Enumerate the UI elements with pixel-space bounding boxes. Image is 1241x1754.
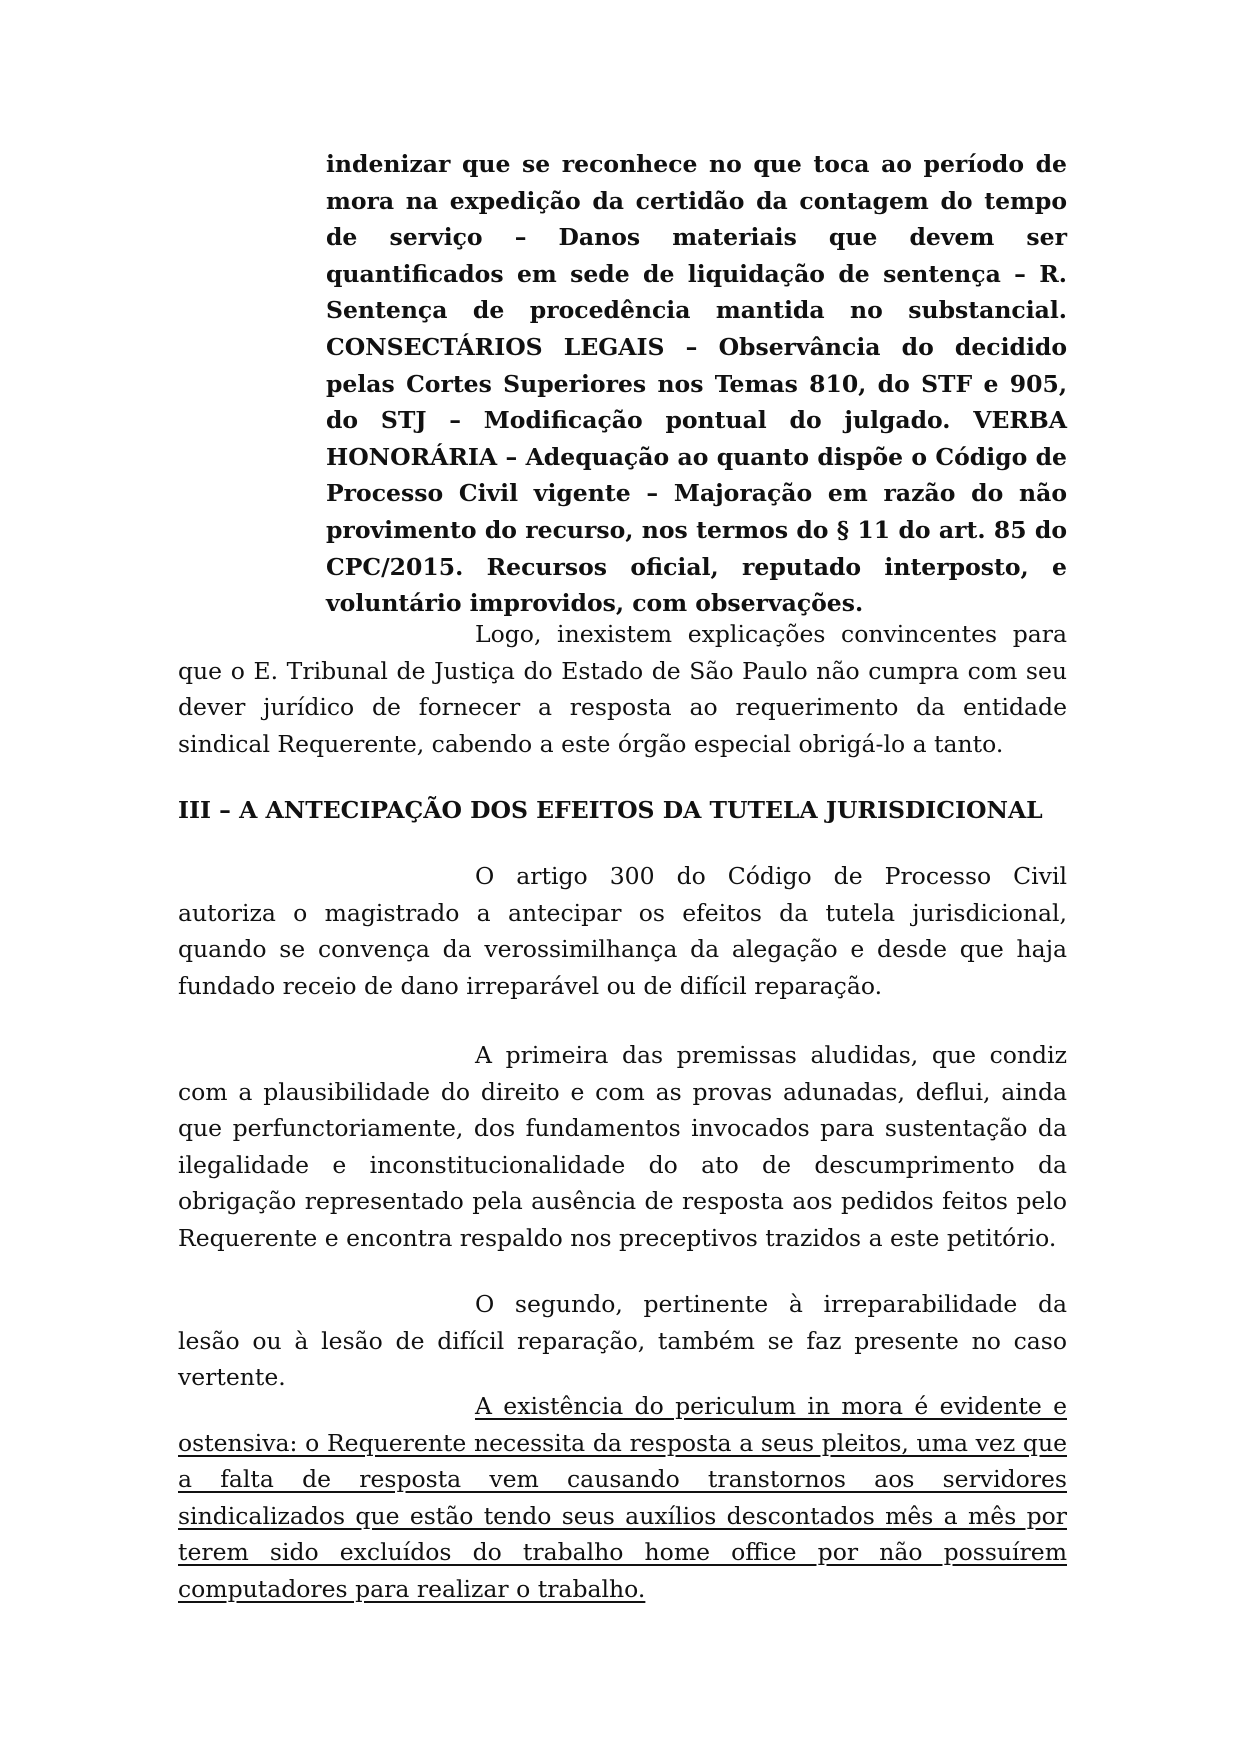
underlined-text: A existência do periculum in mora é evidente e ostensiva: o Requerente necessita da resposta a seus pleitos, uma vez que a falta de resposta vem causando transtornos aos servidores sindicalizados que estão tendo seus auxílios descontados mês a mês por terem sido excluídos do trabalho home office por não possuírem computadores para realizar o trabalho. (178, 1392, 1067, 1603)
paragraph-conclusion: Logo, inexistem explicações convincentes para que o E. Tribunal de Justiça do Estado de São Paulo não cumpra com seu dever jurídico de fornecer a resposta ao requerimento da entidade sindical Requerente, cabendo a este órgão especial obrigá-lo a tanto. (178, 620, 1067, 758)
paragraph-first-premise: A primeira das premissas aludidas, que condiz com a plausibilidade do direito e com as provas adunadas, deflui, ainda que perfunctoriamente, dos fundamentos invocados para sustentação da ilegalidade e inconstitucionalidade do ato de descumprimento da obrigação representado pela ausência de resposta aos pedidos feitos pelo Requerente e encontra respaldo nos preceptivos trazidos a este petitório. (178, 1041, 1067, 1252)
section-heading: III – A ANTECIPAÇÃO DOS EFEITOS DA TUTELA JURISDICIONAL (178, 796, 1043, 824)
paragraph-article-300: O artigo 300 do Código de Processo Civil autoriza o magistrado a antecipar os efeitos da tutela jurisdicional, quando se convença da verossimilhança da alegação e desde que haja fundado receio de dano irreparável ou de difícil reparação. (178, 862, 1067, 1000)
paragraph-second-premise: O segundo, pertinente à irreparabilidade da lesão ou à lesão de difícil reparação, também se faz presente no caso vertente. (178, 1290, 1067, 1392)
case-law-quote: indenizar que se reconhece no que toca ao período de mora na expedição da certidão da contagem do tempo de serviço – Danos materiais que devem ser quantificados em sede de liquidação de sentença – R. Sentença de procedência mantida no substancial. CONSECTÁRIOS LEGAIS – Observância do decidido pelas Cortes Superiores nos Temas 810, do STF e 905, do STJ – Modificação pontual do julgado. VERBA HONORÁRIA – Adequação ao quanto dispõe o Código de Processo Civil vigente – Majoração em razão do não provimento do recurso, nos termos do § 11 do art. 85 do CPC/2015. Recursos oficial, reputado interposto, e voluntário improvidos, com observações. (326, 150, 1067, 618)
paragraph-periculum-in-mora (178, 1388, 1067, 1608)
